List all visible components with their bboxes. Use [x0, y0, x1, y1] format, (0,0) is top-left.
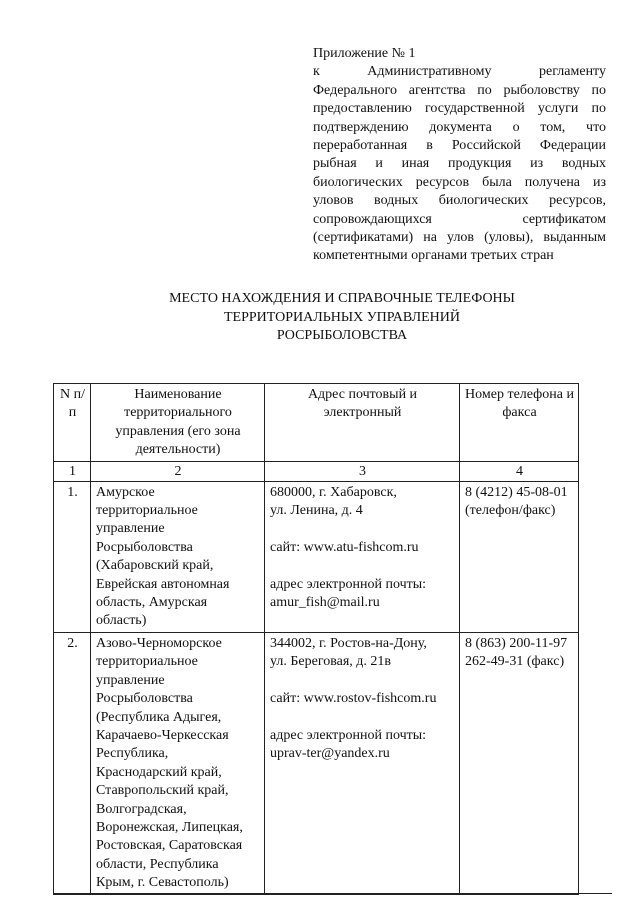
office-address: 680000, г. Хабаровск, ул. Ленина, д. 4 сайт: www.atu-fishcom.ru адрес электронной почты: amur_fish@mail.ru — [265, 481, 460, 632]
header-phone: Номер телефона и факса — [460, 384, 579, 462]
heading-line: МЕСТО НАХОЖДЕНИЯ И СПРАВОЧНЫЕ ТЕЛЕФОНЫ — [169, 291, 515, 306]
office-name: Азово-Черноморское территориальное управление Росрыболовства (Республика Адыгея, Карачаево-Черкесская Республика, Краснодарский край, Ставропольский край, Волгоградская, Воронежская, Липецкая, Ростовская, Саратовская области, Республика Крым, г. Севастополь) — [91, 632, 265, 894]
row-index: 2. — [54, 632, 91, 894]
email-link[interactable]: amur_fish@mail.ru — [270, 595, 380, 611]
table-row — [54, 632, 579, 894]
appendix-line: предоставлению государственной услуги по — [313, 101, 606, 117]
header-index: N п/ п — [54, 384, 91, 462]
website-link[interactable]: сайт: www.rostov-fishcom.ru — [270, 691, 437, 707]
appendix-line: (сертификатами) на улов (уловы), выданным — [313, 230, 606, 246]
appendix-line: подтверждению документа о том, что — [313, 119, 606, 135]
table-header-row — [54, 384, 579, 462]
office-phone: 8 (4212) 45-08-01 (телефон/факс) — [460, 481, 579, 632]
appendix-line: рыбная и иная продукция из водных — [313, 156, 606, 172]
header-address: Адрес почтовый и электронный — [265, 384, 460, 462]
row-index: 1. — [54, 481, 91, 632]
heading-line: РОСРЫБОЛОВСТВА — [276, 328, 408, 343]
column-number: 3 — [265, 461, 460, 481]
heading-line: ТЕРРИТОРИАЛЬНЫХ УПРАВЛЕНИЙ — [223, 309, 461, 325]
appendix-line: переработанная в Российской Федерации — [313, 138, 606, 154]
appendix-line: компетентными органами третьих стран — [313, 248, 554, 264]
office-phone: 8 (863) 200-11-97 262-49-31 (факс) — [460, 632, 579, 894]
appendix-line: уловов водных биологических ресурсов, — [313, 193, 606, 209]
column-number: 2 — [91, 461, 265, 481]
appendix-title: Приложение № 1 — [313, 46, 416, 61]
appendix-line: биологических ресурсов была получена из — [313, 174, 606, 190]
column-number-row — [54, 461, 579, 481]
document-heading — [120, 290, 564, 346]
table-row — [54, 481, 579, 632]
header-name: Наименование территориального управления (его зона деятельности) — [91, 384, 265, 462]
appendix-line: сопровождающихся сертификатом — [313, 211, 606, 227]
contacts-table — [53, 383, 579, 895]
column-number: 4 — [460, 461, 579, 481]
office-address: 344002, г. Ростов-на-Дону, ул. Береговая, д. 21в сайт: www.rostov-fishcom.ru адрес электронной почты: uprav-ter@yandex.ru — [265, 632, 460, 894]
office-name: Амурское территориальное управление Росрыболовства (Хабаровский край, Еврейская автономная область, Амурская область) — [91, 481, 265, 632]
appendix-line: к Административному регламенту — [313, 64, 606, 80]
website-link[interactable]: сайт: www.atu-fishcom.ru — [270, 539, 419, 555]
table-bottom-rule — [53, 893, 612, 894]
email-link[interactable]: uprav-ter@yandex.ru — [270, 746, 390, 762]
appendix-line: Федерального агентства по рыболовству по — [313, 82, 606, 98]
column-number: 1 — [54, 461, 91, 481]
appendix-note — [313, 45, 606, 266]
